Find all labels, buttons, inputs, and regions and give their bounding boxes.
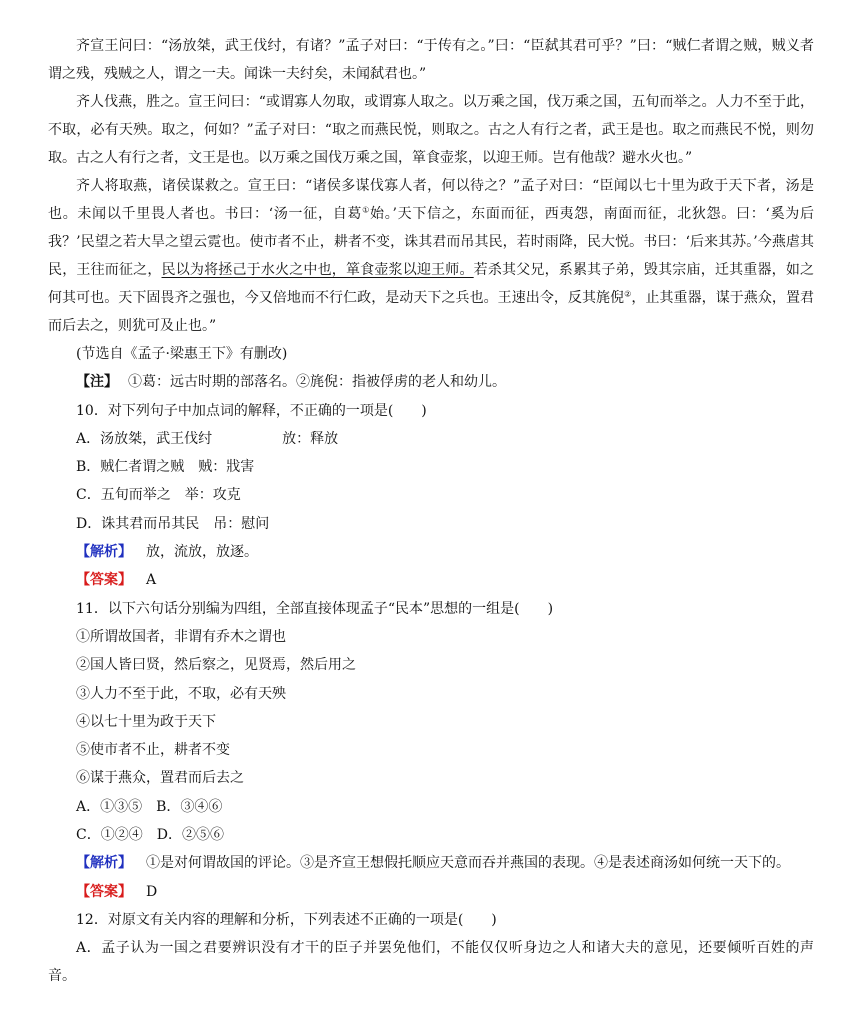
question-10-analysis <box>48 538 814 566</box>
passage-paragraph-3 <box>48 172 814 340</box>
question-11-analysis <box>48 849 814 877</box>
answer-tag: 【答案】 <box>76 572 132 589</box>
note-line <box>48 368 814 396</box>
option-gloss: 举：攻克 <box>184 487 241 504</box>
note-text: ①葛：远古时期的部落名。②旄倪：指被俘虏的老人和幼儿。 <box>128 374 506 391</box>
footnote-marker: ② <box>624 289 632 299</box>
passage-text: 齐人伐燕，胜之。宣王问曰：“或谓寡人勿取，或谓寡人取之。以万乘之国，伐万乘之国，五旬而举之。人力不至于此，不取，必有天殃。取之，何如？”孟子对曰：“取之而燕民悦，则取之。古之人有行之者，武王是也。取之而燕民不悦，则勿取。古之人有行之者，文王是也。以万乘之国伐万乘之国，箪食壶浆，以迎王师。岂有他哉？避水火也。” <box>48 94 814 166</box>
option-label: B．贼仁者谓之贼 <box>76 459 185 476</box>
footnote-marker: ① <box>362 205 371 215</box>
question-10-option-b <box>48 453 814 481</box>
question-11-item: ⑥谋于燕众，置君而后去之 <box>76 770 244 787</box>
analysis-tag: 【解析】 <box>76 855 132 872</box>
question-11-item: ④以七十里为政于天下 <box>76 713 216 730</box>
choice: A．①③⑤ <box>76 798 143 815</box>
question-11-choices-row-1 <box>48 793 814 821</box>
passage-text: ，止其重器，谋于燕众，置君而后去之，则犹可及止也。” <box>48 290 815 334</box>
question-10-answer <box>48 566 814 594</box>
passage-paragraph-2 <box>48 88 814 172</box>
option-gloss: 吊：慰问 <box>213 515 270 532</box>
option-label: C．五旬而举之 <box>76 487 171 504</box>
analysis-text: 放，流放，放逐。 <box>146 544 258 561</box>
question-11-answer <box>48 878 814 906</box>
option-label: D．诛其君而吊其民 <box>76 515 200 532</box>
option-gloss: 放：释放 <box>282 430 339 447</box>
passage-text: 始。’天下信之，东面而征，西夷怨，南面而征，北狄怨。曰：‘奚为后我？’民望之若大旱之望云霓也。使市者不止，耕者不变，诛其君而吊其民，若时雨降，民大悦。书曰：‘后来其苏。’今燕虐其民，王往而征之， <box>48 206 814 278</box>
question-11-choices-row-2 <box>48 821 814 849</box>
question-10-stem: 10．对下列句子中加点词的解释，不正确的一项是( ) <box>76 402 427 419</box>
answer-text: D <box>146 883 158 900</box>
question-11-item: ②国人皆曰贤，然后察之，见贤焉，然后用之 <box>76 657 356 674</box>
underlined-sentence: 民以为将拯己于水火之中也，箪食壶浆以迎王师。 <box>161 262 474 278</box>
analysis-tag: 【解析】 <box>76 544 132 561</box>
source-citation: (节选自《孟子·梁惠王下》有删改) <box>76 346 288 362</box>
passage-text: 若杀其父兄，系累其子弟，毁其宗庙，迁其重器，如之何其可也。天下固畏齐之强也，今又倍地而不行仁政，是动天下之兵也。王速出令，反其旄倪 <box>48 262 815 306</box>
question-10-option-a <box>48 425 814 453</box>
question-12-option-a: A．孟子认为一国之君要辨识没有才干的臣子并罢免他们，不能仅仅听身边之人和诸大夫的意见，还要倾听百姓的声音。 <box>48 940 814 985</box>
choice: C．①②④ <box>76 827 143 844</box>
analysis-text: ①是对何谓故国的评论。③是齐宣王想假托顺应天意而吞并燕国的表现。④是表述商汤如何统一天下的。 <box>146 855 790 872</box>
passage-paragraph-1 <box>48 32 814 88</box>
passage-text: 齐宣王问曰：“汤放桀，武王伐纣，有诸？”孟子对曰：“于传有之。”曰：“臣弑其君可乎？”曰：“贼仁者谓之贼，贼义者谓之残，残贼之人，谓之一夫。闻诛一夫纣矣，未闻弑君也。” <box>48 38 814 82</box>
question-10-option-c <box>48 481 814 509</box>
choice: D．②⑤⑥ <box>156 827 224 844</box>
question-12-stem: 12．对原文有关内容的理解和分析，下列表述不正确的一项是( ) <box>76 911 497 928</box>
question-11-stem: 11．以下六句话分别编为四组，全部直接体现孟子“民本”思想的一组是( ) <box>76 600 554 617</box>
passage-text: 齐人将取燕，诸侯谋救之。宣王曰：“诸侯多谋伐寡人者，何以待之？”孟子对曰：“臣闻以七十里为政于天下者，汤是也。未闻以千里畏人者也。书曰：‘汤一征，自葛 <box>48 178 814 222</box>
option-gloss: 贼：戕害 <box>198 459 255 476</box>
question-11-item: ①所谓故国者，非谓有乔木之谓也 <box>76 628 286 645</box>
note-tag: 【注】 <box>76 374 118 391</box>
option-label: A．汤放桀，武王伐纣 <box>76 430 213 447</box>
question-10-option-d <box>48 510 814 538</box>
answer-text: A <box>146 572 157 589</box>
choice: B．③④⑥ <box>156 798 223 815</box>
answer-tag: 【答案】 <box>76 883 132 900</box>
question-11-item: ③人力不至于此，不取，必有天殃 <box>76 685 286 702</box>
question-11-item: ⑤使市者不止，耕者不变 <box>76 742 230 759</box>
